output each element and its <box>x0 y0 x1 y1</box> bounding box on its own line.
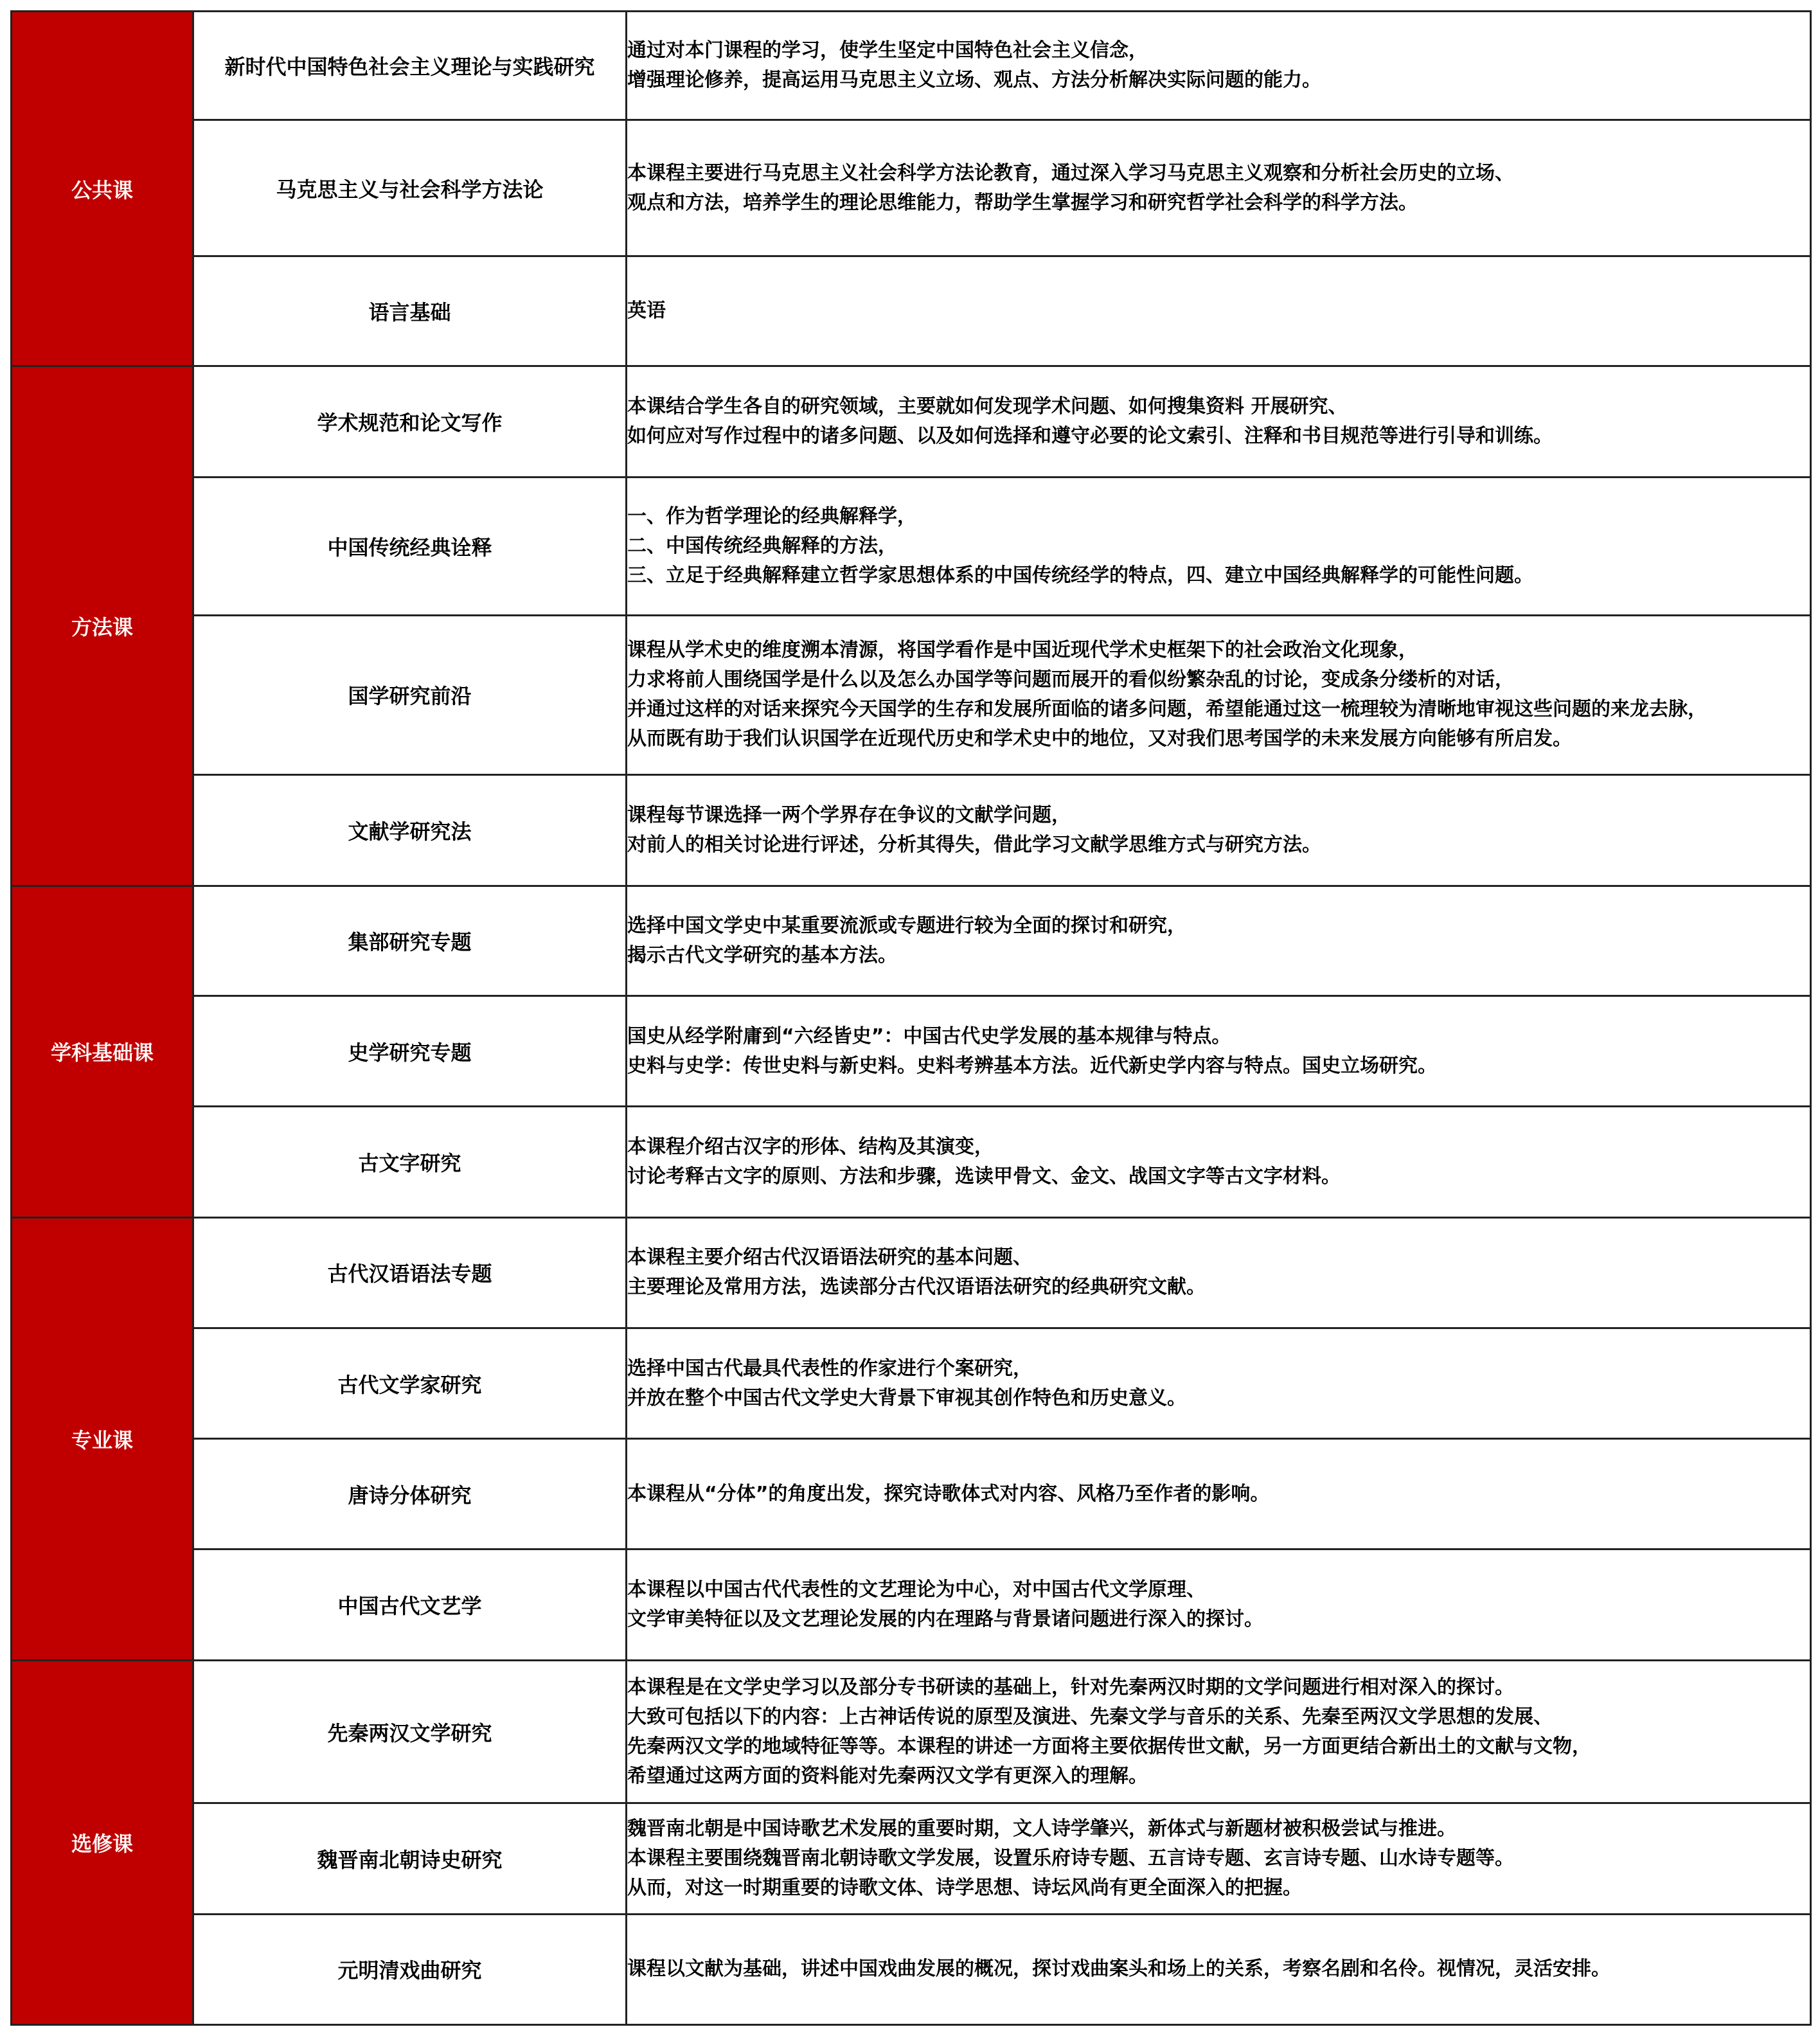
description-line: 从而，对这一时期重要的诗歌文体、诗学思想、诗坛风尚有更全面深入的把握。 <box>627 1876 1302 1899</box>
description-line: 本课程从“分体”的角度出发，探究诗歌体式对内容、风格乃至作者的影响。 <box>627 1482 1270 1505</box>
description-line: 大致可包括以下的内容：上古神话传说的原型及演进、先秦文学与音乐的关系、先秦至两汉文学思想的发展、 <box>627 1705 1553 1728</box>
description-line: 文学审美特征以及文艺理论发展的内在理路与背景诸问题进行深入的探讨。 <box>627 1608 1263 1631</box>
table-row <box>12 1660 1811 1803</box>
description-line: 力求将前人围绕国学是什么以及怎么办国学等问题而展开的看似纷繁杂乱的讨论，变成条分缕析的对话， <box>627 668 1514 692</box>
description-line: 本课程主要围绕魏晋南北朝诗歌文学发展，设置乐府诗专题、五言诗专题、玄言诗专题、山水诗专题等。 <box>627 1846 1514 1870</box>
course-name-cell: 元明清戏曲研究 <box>193 1914 627 2024</box>
table-row <box>12 1803 1811 1914</box>
course-description-cell <box>627 1660 1811 1803</box>
description-line: 本课程是在文学史学习以及部分专书研读的基础上，针对先秦两汉时期的文学问题进行相对深入的探讨。 <box>627 1675 1514 1699</box>
course-name-cell: 中国传统经典诠释 <box>193 478 627 616</box>
description-line: 对前人的相关讨论进行评述，分析其得失，借此学习文献学思维方式与研究方法。 <box>627 833 1321 856</box>
description-line: 本课程以中国古代代表性的文艺理论为中心，对中国古代文学原理、 <box>627 1578 1206 1602</box>
table-row <box>12 1549 1811 1660</box>
category-cell: 方法课 <box>12 366 193 886</box>
table-row <box>12 1107 1811 1217</box>
course-description-cell <box>627 1549 1811 1660</box>
curriculum-table-body <box>12 12 1811 2025</box>
table-row <box>12 774 1811 886</box>
description-line: 本课程介绍古汉字的形体、结构及其演变， <box>627 1136 994 1159</box>
description-line: 通过对本门课程的学习，使学生坚定中国特色社会主义信念， <box>627 39 1148 62</box>
course-description-cell <box>627 1107 1811 1217</box>
description-line: 课程从学术史的维度溯本清源，将国学看作是中国近现代学术史框架下的社会政治文化现象， <box>627 639 1418 662</box>
table-row <box>12 1439 1811 1549</box>
description-line: 史料与史学：传世史料与新史料。史料考辨基本方法。近代新史学内容与特点。国史立场研究。 <box>627 1054 1437 1077</box>
description-line: 并通过这样的对话来探究今天国学的生存和发展所面临的诸多问题，希望能通过这一梳理较为清晰地审视这些问题的来龙去脉， <box>627 698 1707 721</box>
course-name-cell: 学术规范和论文写作 <box>193 366 627 478</box>
course-description-cell <box>627 1914 1811 2024</box>
table-row <box>12 1914 1811 2024</box>
description-line: 先秦两汉文学的地域特征等等。本课程的讲述一方面将主要依据传世文献，另一方面更结合新出土的文献与文物， <box>627 1735 1591 1758</box>
description-line: 魏晋南北朝是中国诗歌艺术发展的重要时期，文人诗学肇兴，新体式与新题材被积极尝试与推进。 <box>627 1817 1456 1840</box>
category-cell: 选修课 <box>12 1660 193 2024</box>
category-cell: 学科基础课 <box>12 886 193 1217</box>
category-cell: 专业课 <box>12 1217 193 1660</box>
description-line: 本课程主要介绍古代汉语语法研究的基本问题、 <box>627 1246 1032 1269</box>
course-description-cell <box>627 1328 1811 1438</box>
table-row <box>12 615 1811 774</box>
course-name-cell: 唐诗分体研究 <box>193 1439 627 1549</box>
description-line: 二、中国传统经典解释的方法， <box>627 535 897 558</box>
description-line: 本课结合学生各自的研究领域，主要就如何发现学术问题、如何搜集资料 开展研究、 <box>627 395 1348 418</box>
description-line: 选择中国文学史中某重要流派或专题进行较为全面的探讨和研究， <box>627 915 1186 938</box>
description-line: 一、作为哲学理论的经典解释学， <box>627 505 916 528</box>
description-line: 本课程主要进行马克思主义社会科学方法论教育，通过深入学习马克思主义观察和分析社会历史的立场、 <box>627 161 1514 184</box>
description-line: 从而既有助于我们认识国学在近现代历史和学术史中的地位，又对我们思考国学的未来发展方向能够有所启发。 <box>627 728 1572 751</box>
description-line: 增强理论修养，提高运用马克思主义立场、观点、方法分析解决实际问题的能力。 <box>627 69 1321 92</box>
course-name-cell: 新时代中国特色社会主义理论与实践研究 <box>193 12 627 120</box>
curriculum-table <box>10 10 1812 2026</box>
course-description-cell <box>627 120 1811 256</box>
course-name-cell: 古文字研究 <box>193 1107 627 1217</box>
course-name-cell: 马克思主义与社会科学方法论 <box>193 120 627 256</box>
description-line: 三、立足于经典解释建立哲学家思想体系的中国传统经学的特点，四、建立中国经典解释学的可能性问题。 <box>627 564 1533 587</box>
table-row <box>12 120 1811 256</box>
description-line: 希望通过这两方面的资料能对先秦两汉文学有更深入的理解。 <box>627 1764 1148 1787</box>
course-description-cell <box>627 1439 1811 1549</box>
table-row <box>12 886 1811 996</box>
course-description-cell <box>627 12 1811 120</box>
course-name-cell: 国学研究前沿 <box>193 615 627 774</box>
course-name-cell: 古代文学家研究 <box>193 1328 627 1438</box>
description-line: 英语 <box>627 299 666 322</box>
course-description-cell <box>627 366 1811 478</box>
description-line: 课程每节课选择一两个学界存在争议的文献学问题， <box>627 803 1071 826</box>
description-line: 课程以文献为基础，讲述中国戏曲发展的概况，探讨戏曲案头和场上的关系，考察名剧和名伶。视情况，灵活安排。 <box>627 1958 1610 1981</box>
course-name-cell: 史学研究专题 <box>193 996 627 1107</box>
course-description-cell <box>627 774 1811 886</box>
course-name-cell: 语言基础 <box>193 256 627 366</box>
description-line: 选择中国古代最具代表性的作家进行个案研究， <box>627 1357 1032 1380</box>
description-line: 揭示古代文学研究的基本方法。 <box>627 944 897 967</box>
course-description-cell <box>627 1217 1811 1328</box>
description-line: 观点和方法，培养学生的理论思维能力，帮助学生掌握学习和研究哲学社会科学的科学方法。 <box>627 191 1418 214</box>
course-description-cell <box>627 615 1811 774</box>
table-row <box>12 478 1811 616</box>
table-row <box>12 366 1811 478</box>
table-row <box>12 1328 1811 1438</box>
description-line: 主要理论及常用方法，选读部分古代汉语语法研究的经典研究文献。 <box>627 1276 1206 1299</box>
description-line: 并放在整个中国古代文学史大背景下审视其创作特色和历史意义。 <box>627 1386 1186 1409</box>
table-row <box>12 1217 1811 1328</box>
course-description-cell <box>627 1803 1811 1914</box>
category-cell: 公共课 <box>12 12 193 366</box>
course-name-cell: 中国古代文艺学 <box>193 1549 627 1660</box>
course-description-cell <box>627 996 1811 1107</box>
description-line: 国史从经学附庸到“六经皆史”：中国古代史学发展的基本规律与特点。 <box>627 1024 1231 1048</box>
course-name-cell: 先秦两汉文学研究 <box>193 1660 627 1803</box>
description-line: 讨论考释古文字的原则、方法和步骤，选读甲骨文、金文、战国文字等古文字材料。 <box>627 1165 1341 1188</box>
course-description-cell <box>627 256 1811 366</box>
course-name-cell: 古代汉语语法专题 <box>193 1217 627 1328</box>
course-name-cell: 文献学研究法 <box>193 774 627 886</box>
course-name-cell: 魏晋南北朝诗史研究 <box>193 1803 627 1914</box>
table-row <box>12 12 1811 120</box>
table-row <box>12 996 1811 1107</box>
description-line: 如何应对写作过程中的诸多问题、以及如何选择和遵守必要的论文索引、注释和书目规范等进行引导和训练。 <box>627 425 1553 448</box>
table-row <box>12 256 1811 366</box>
course-name-cell: 集部研究专题 <box>193 886 627 996</box>
course-description-cell <box>627 478 1811 616</box>
course-description-cell <box>627 886 1811 996</box>
